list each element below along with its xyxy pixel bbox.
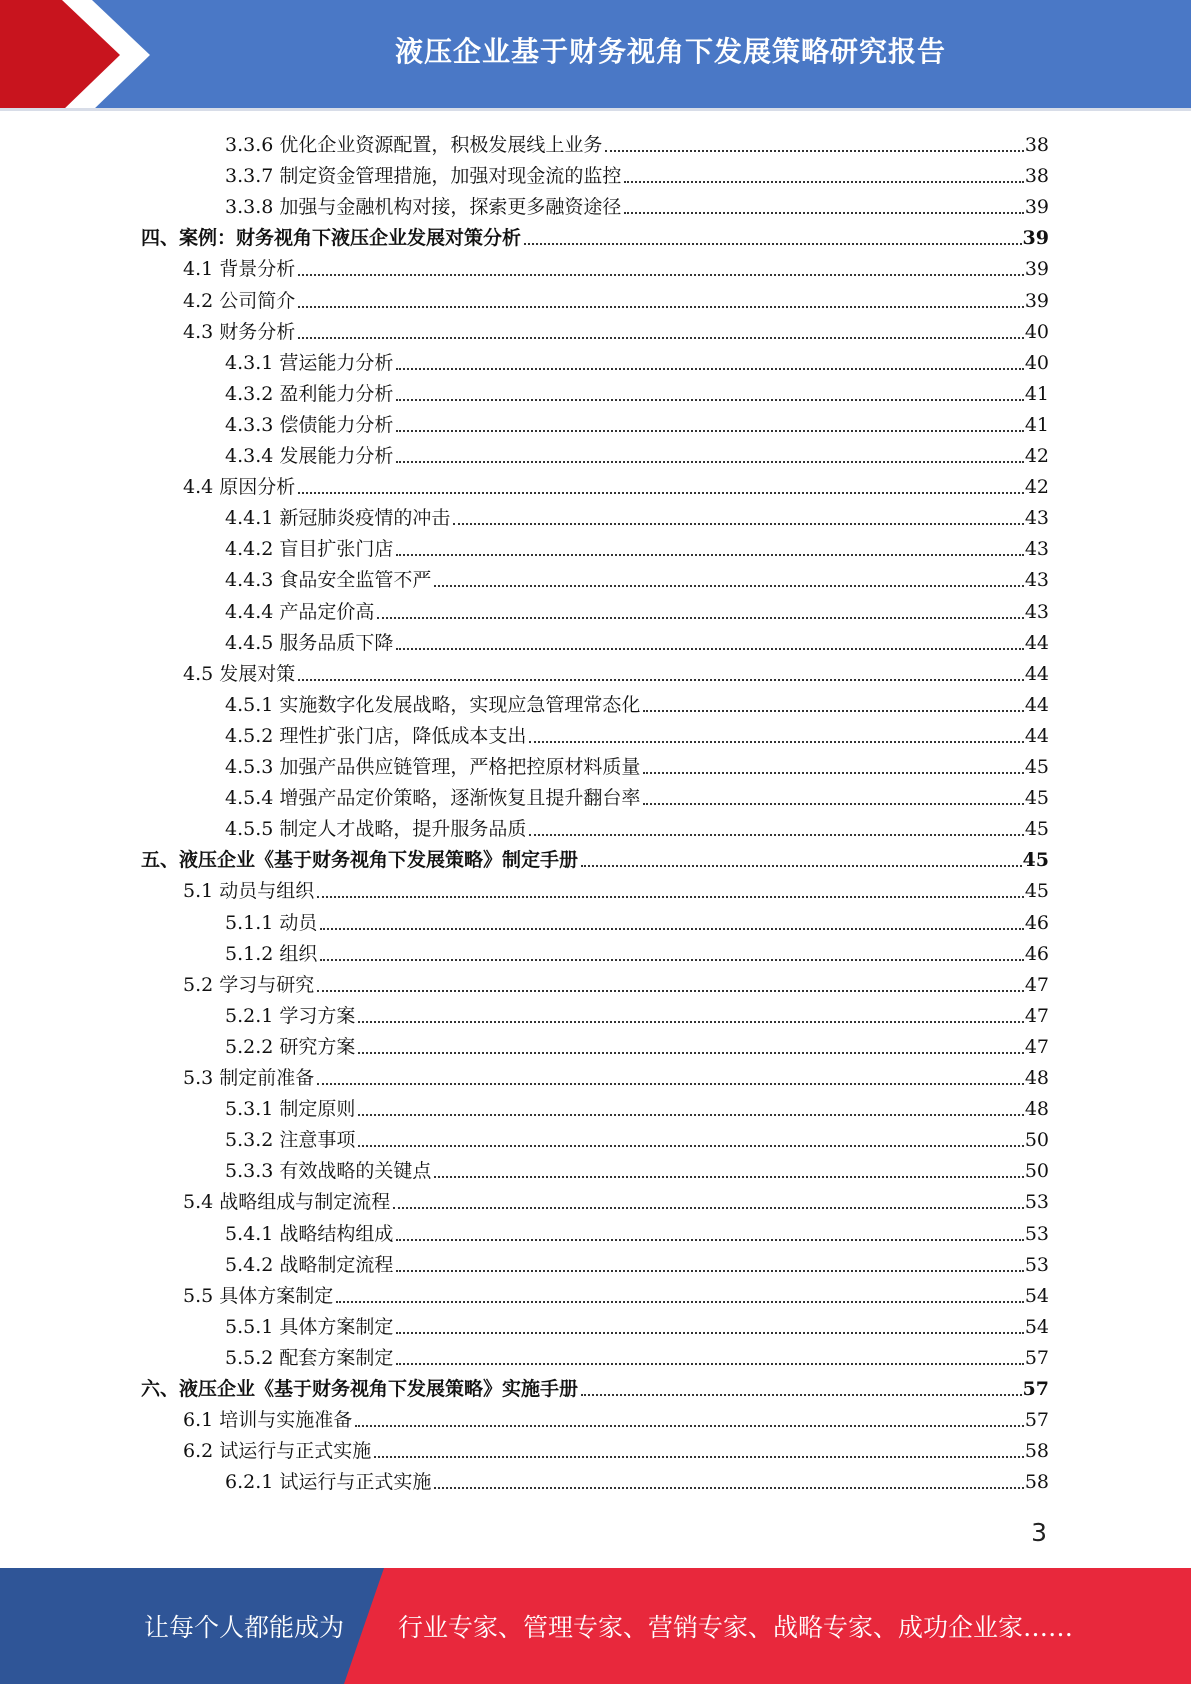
toc-dot-leader [529, 834, 1023, 836]
document-title: 液压企业基于财务视角下发展策略研究报告 [394, 35, 946, 68]
toc-entry-label: 4.4.5 服务品质下降 [225, 631, 394, 654]
toc-dot-leader [298, 337, 1024, 339]
toc-entry-label: 四、案例：财务视角下液压企业发展对策分析 [141, 227, 522, 250]
toc-entry[interactable] [225, 811, 1049, 841]
toc-dot-leader [298, 274, 1024, 276]
toc-entry-page: 45 [1024, 787, 1049, 810]
toc-entry-page: 47 [1024, 1004, 1049, 1027]
toc-entry[interactable] [183, 1278, 1049, 1308]
toc-dot-leader [396, 648, 1023, 650]
toc-entry-page: 44 [1024, 631, 1049, 654]
toc-entry-label: 5.4.2 战略制定流程 [225, 1253, 394, 1276]
toc-entry-page: 45 [1024, 756, 1049, 778]
footer-slogan-left: 让每个人都能成为 [144, 1613, 345, 1642]
toc-entry[interactable] [225, 1029, 1049, 1059]
toc-entry-label: 4.2 公司简介 [183, 289, 296, 312]
toc-entry[interactable] [225, 500, 1049, 530]
toc-entry-page: 53 [1024, 1222, 1049, 1245]
toc-dot-leader [453, 523, 1023, 525]
toc-entry-page: 44 [1024, 724, 1049, 747]
toc-dot-leader [336, 1301, 1024, 1303]
toc-entry-label: 4.4.3 食品安全监管不严 [225, 569, 432, 592]
toc-entry-page: 42 [1024, 476, 1049, 499]
toc-entry-label: 4.5.2 理性扩张门店，降低成本支出 [225, 724, 527, 747]
toc-dot-leader [396, 554, 1023, 556]
toc-dot-leader [624, 212, 1023, 214]
toc-dot-leader [524, 243, 1022, 245]
toc-dot-leader [605, 150, 1023, 152]
toc-entry-page: 44 [1024, 662, 1049, 685]
toc-entry-page: 54 [1024, 1284, 1049, 1307]
toc-entry-label: 6.2.1 试运行与正式实施 [225, 1471, 432, 1494]
toc-entry[interactable] [225, 998, 1049, 1028]
toc-entry-label: 5.2 学习与研究 [183, 973, 315, 996]
toc-dot-leader [643, 772, 1023, 774]
toc-entry[interactable] [225, 1091, 1049, 1121]
toc-entry[interactable] [225, 1309, 1049, 1339]
toc-entry-label: 4.3 财务分析 [183, 320, 296, 343]
toc-entry-page: 39 [1024, 258, 1049, 281]
toc-entry-page: 53 [1024, 1253, 1049, 1276]
toc-entry[interactable] [183, 873, 1049, 903]
toc-dot-leader [396, 461, 1023, 463]
toc-entry[interactable] [141, 842, 1049, 872]
toc-entry-page: 54 [1024, 1315, 1049, 1338]
toc-dot-leader [358, 1114, 1023, 1116]
toc-entry[interactable] [183, 314, 1049, 344]
toc-entry[interactable] [225, 905, 1049, 935]
toc-entry-page: 45 [1024, 880, 1049, 903]
toc-entry[interactable] [225, 1122, 1049, 1152]
toc-entry-label: 5.3.1 制定原则 [225, 1098, 356, 1121]
toc-entry-page: 57 [1022, 1378, 1049, 1400]
toc-dot-leader [320, 959, 1023, 961]
toc-entry-page: 38 [1024, 134, 1049, 156]
toc-entry-page: 50 [1024, 1129, 1049, 1152]
toc-entry-label: 4.5.1 实施数字化发展战略，实现应急管理常态化 [225, 693, 641, 716]
toc-entry[interactable] [225, 407, 1049, 437]
toc-entry-page: 43 [1024, 600, 1049, 623]
toc-dot-leader [434, 585, 1023, 587]
toc-entry[interactable] [225, 936, 1049, 966]
toc-dot-leader [396, 1363, 1023, 1365]
toc-entry[interactable] [225, 780, 1049, 810]
toc-dot-leader [581, 1394, 1022, 1396]
page-footer [0, 1568, 1191, 1684]
toc-entry-page: 48 [1024, 1067, 1049, 1089]
toc-entry-page: 40 [1024, 351, 1049, 374]
toc-dot-leader [317, 990, 1024, 992]
toc-entry[interactable] [225, 345, 1049, 375]
toc-entry[interactable] [183, 1184, 1049, 1214]
toc-dot-leader [396, 430, 1023, 432]
toc-entry-page: 43 [1024, 538, 1049, 561]
toc-dot-leader [396, 399, 1023, 401]
toc-entry-label: 5.5.1 具体方案制定 [225, 1315, 394, 1338]
toc-entry[interactable] [183, 1402, 1049, 1432]
toc-dot-leader [298, 492, 1024, 494]
toc-dot-leader [581, 865, 1022, 867]
toc-dot-leader [396, 1270, 1023, 1272]
toc-entry-page: 48 [1024, 1098, 1049, 1121]
toc-dot-leader [317, 896, 1024, 898]
toc-entry-page: 45 [1022, 849, 1049, 872]
toc-entry-label: 5.4.1 战略结构组成 [225, 1222, 394, 1245]
toc-entry-label: 4.1 背景分析 [183, 258, 296, 281]
toc-dot-leader [624, 181, 1023, 183]
toc-entry[interactable] [225, 1153, 1049, 1183]
toc-dot-leader [317, 1083, 1024, 1085]
toc-entry[interactable] [183, 469, 1049, 499]
toc-entry[interactable] [225, 594, 1049, 624]
toc-entry-page: 46 [1024, 942, 1049, 965]
toc-entry[interactable] [225, 531, 1049, 561]
toc-entry-page: 57 [1024, 1409, 1049, 1432]
toc-entry-label: 4.5.3 加强产品供应链管理，严格把控原材料质量 [225, 756, 641, 778]
toc-entry[interactable] [225, 562, 1049, 592]
toc-entry-page: 39 [1024, 196, 1049, 219]
toc-entry-page: 41 [1024, 413, 1049, 436]
toc-entry[interactable] [225, 718, 1049, 748]
toc-entry-label: 3.3.7 制定资金管理措施，加强对现金流的监控 [225, 165, 622, 188]
toc-entry-label: 4.3.4 发展能力分析 [225, 445, 394, 467]
toc-entry[interactable] [225, 158, 1049, 188]
toc-entry-label: 5.3.3 有效战略的关键点 [225, 1160, 432, 1183]
toc-entry-page: 53 [1024, 1191, 1049, 1214]
toc-entry-label: 五、液压企业《基于财务视角下发展策略》制定手册 [141, 849, 579, 872]
toc-entry-label: 5.5 具体方案制定 [183, 1284, 334, 1307]
toc-entry-page: 58 [1024, 1471, 1049, 1494]
toc-entry-page: 58 [1024, 1440, 1049, 1463]
toc-entry-label: 5.2.1 学习方案 [225, 1004, 356, 1027]
toc-entry-page: 42 [1024, 445, 1049, 467]
toc-entry[interactable] [183, 656, 1049, 686]
page-number: 3 [1031, 1518, 1047, 1547]
page-header [0, 0, 1191, 111]
toc-entry[interactable] [225, 127, 1049, 157]
toc-entry-page: 43 [1024, 569, 1049, 592]
toc-dot-leader [643, 803, 1023, 805]
toc-entry-page: 41 [1024, 382, 1049, 405]
toc-dot-leader [434, 1487, 1023, 1489]
toc-dot-leader [396, 1332, 1023, 1334]
toc-entry-page: 39 [1024, 289, 1049, 312]
toc-entry-label: 6.1 培训与实施准备 [183, 1409, 353, 1432]
toc-entry-label: 5.2.2 研究方案 [225, 1035, 356, 1058]
toc-entry[interactable] [225, 1340, 1049, 1370]
toc-entry[interactable] [225, 1216, 1049, 1246]
toc-entry-label: 4.5 发展对策 [183, 662, 296, 685]
toc-dot-leader [358, 1052, 1023, 1054]
toc-entry[interactable] [225, 438, 1049, 468]
toc-entry-page: 57 [1024, 1346, 1049, 1369]
toc-entry-page: 39 [1022, 227, 1049, 250]
toc-entry[interactable] [183, 1433, 1049, 1463]
toc-entry-label: 4.3.3 偿债能力分析 [225, 413, 394, 436]
toc-entry-page: 40 [1024, 320, 1049, 343]
toc-entry[interactable] [225, 625, 1049, 655]
toc-entry-label: 3.3.6 优化企业资源配置，积极发展线上业务 [225, 134, 603, 156]
toc-entry[interactable] [141, 1371, 1049, 1401]
toc-entry[interactable] [225, 376, 1049, 406]
toc-dot-leader [358, 1021, 1023, 1023]
toc-dot-leader [434, 1176, 1023, 1178]
toc-dot-leader [298, 306, 1024, 308]
toc-dot-leader [396, 368, 1023, 370]
toc-entry[interactable] [183, 967, 1049, 997]
toc-entry[interactable] [183, 251, 1049, 281]
toc-entry-label: 4.4 原因分析 [183, 476, 296, 499]
toc-entry-label: 4.3.2 盈利能力分析 [225, 382, 394, 405]
toc-entry-page: 45 [1024, 818, 1049, 841]
toc-entry[interactable] [225, 687, 1049, 717]
toc-dot-leader [320, 928, 1023, 930]
toc-entry-label: 5.4 战略组成与制定流程 [183, 1191, 391, 1214]
toc-entry[interactable] [225, 189, 1049, 219]
toc-entry-label: 4.4.1 新冠肺炎疫情的冲击 [225, 507, 451, 530]
toc-entry-label: 6.2 试运行与正式实施 [183, 1440, 372, 1463]
toc-entry-page: 50 [1024, 1160, 1049, 1183]
toc-entry-page: 44 [1024, 693, 1049, 716]
toc-dot-leader [377, 617, 1023, 619]
toc-dot-leader [643, 710, 1023, 712]
toc-dot-leader [393, 1207, 1024, 1209]
toc-entry-label: 4.5.5 制定人才战略，提升服务品质 [225, 818, 527, 841]
toc-entry[interactable] [183, 283, 1049, 313]
toc-dot-leader [396, 1239, 1023, 1241]
toc-entry-page: 38 [1024, 165, 1049, 188]
toc-entry-page: 43 [1024, 507, 1049, 530]
toc-entry-label: 4.5.4 增强产品定价策略，逐渐恢复且提升翻台率 [225, 787, 641, 810]
toc-entry[interactable] [225, 1464, 1049, 1494]
toc-entry-label: 4.4.2 盲目扩张门店 [225, 538, 394, 561]
toc-dot-leader [358, 1145, 1023, 1147]
toc-entry-label: 六、液压企业《基于财务视角下发展策略》实施手册 [141, 1378, 579, 1400]
toc-entry-label: 5.1.2 组织 [225, 942, 318, 965]
toc-entry-label: 5.1.1 动员 [225, 911, 318, 934]
toc-entry-page: 46 [1024, 911, 1049, 934]
toc-dot-leader [355, 1425, 1024, 1427]
toc-entry[interactable] [225, 749, 1049, 779]
toc-entry-label: 4.3.1 营运能力分析 [225, 351, 394, 374]
toc-entry-label: 4.4.4 产品定价高 [225, 600, 375, 623]
toc-dot-leader [529, 741, 1023, 743]
toc-entry-page: 47 [1024, 1035, 1049, 1058]
toc-dot-leader [298, 679, 1024, 681]
toc-dot-leader [374, 1456, 1024, 1458]
toc-entry-label: 3.3.8 加强与金融机构对接，探索更多融资途径 [225, 196, 622, 219]
toc-entry[interactable] [225, 1247, 1049, 1277]
toc-entry-label: 5.3.2 注意事项 [225, 1129, 356, 1152]
toc-entry[interactable] [141, 220, 1049, 250]
toc-entry[interactable] [183, 1060, 1049, 1090]
toc-entry-label: 5.5.2 配套方案制定 [225, 1346, 394, 1369]
toc-entry-page: 47 [1024, 973, 1049, 996]
toc-entry-label: 5.3 制定前准备 [183, 1067, 315, 1089]
footer-slogan-right: 行业专家、管理专家、营销专家、战略专家、成功企业家…… [398, 1613, 1074, 1642]
toc-entry-label: 5.1 动员与组织 [183, 880, 315, 903]
